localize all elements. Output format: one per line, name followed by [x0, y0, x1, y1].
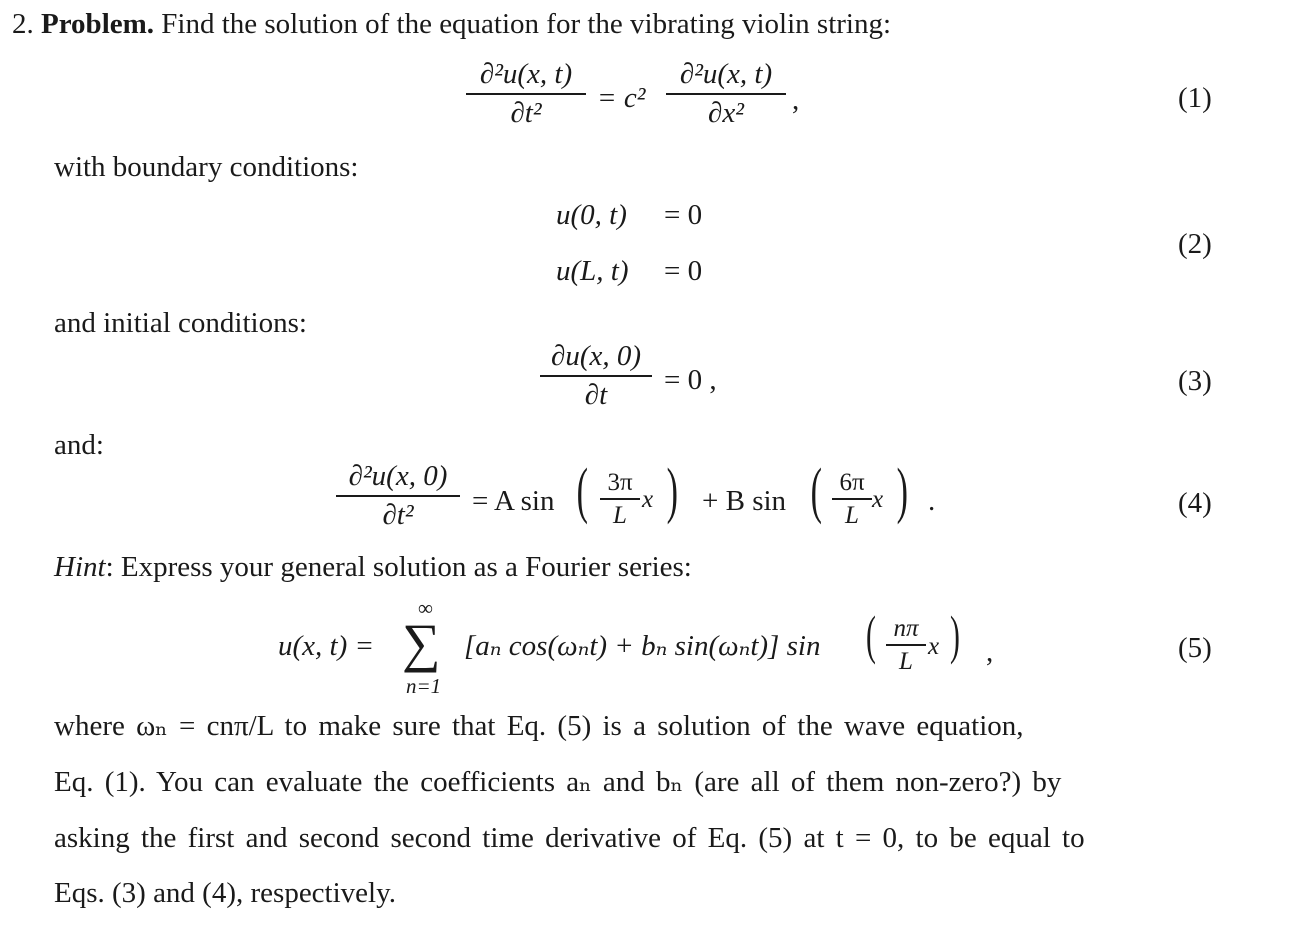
- eq4-term2-numerator: 6π: [839, 469, 865, 496]
- eq4-lhs-denominator: ∂t²: [382, 498, 414, 531]
- eq5-number: (5): [1178, 632, 1212, 664]
- eq4-term2-right-paren: ): [896, 457, 909, 525]
- closing-line-4: Eqs. (3) and (4), respectively.: [54, 877, 396, 909]
- eq4-term1-numerator: 3π: [607, 469, 633, 496]
- eq5-sum-sign: ∑: [402, 613, 441, 673]
- problem-title: Problem.: [41, 8, 155, 40]
- eq5-numerator: nπ: [893, 615, 919, 642]
- initial-label: and initial conditions:: [54, 307, 307, 339]
- eq3-denominator: ∂t: [584, 378, 608, 411]
- eq5-var: x: [928, 633, 940, 660]
- eq1-rhs-denominator: ∂x²: [708, 96, 744, 129]
- eq1-rhs-fraction: [666, 60, 786, 128]
- eq1-lhs-fraction: [466, 60, 586, 128]
- problem-number: 2.: [12, 8, 34, 40]
- eq2-line1-rhs: = 0: [664, 199, 703, 231]
- eq1-rhs-numerator: ∂²u(x, t): [679, 58, 773, 90]
- eq4-lhs-numerator: ∂²u(x, 0): [348, 460, 448, 492]
- closing-line-1: where ωₙ = cnπ/L to make sure that Eq. (5) is a solution of the wave equation,: [54, 710, 1024, 742]
- eq2-line2-lhs: u(L, t): [556, 255, 629, 287]
- eq5-left-paren: (: [866, 605, 876, 665]
- eq4-term1-prefix: = A sin: [472, 485, 555, 517]
- eq5-tail: ,: [986, 636, 994, 668]
- boundary-label: with boundary conditions:: [54, 151, 359, 183]
- eq4-lhs-bar: [336, 495, 460, 497]
- eq1-lhs-denominator: ∂t²: [510, 96, 542, 129]
- eq2-number: (2): [1178, 228, 1212, 260]
- eq4-term1-right-paren: ): [666, 457, 679, 525]
- eq4-term1-bar: [600, 498, 640, 500]
- eq5-denominator: L: [899, 647, 913, 675]
- eq1-lhs-bar: [466, 93, 586, 95]
- hint-text: : Express your general solution as a Fourier series:: [105, 551, 692, 583]
- eq4-term1-fraction: [600, 470, 640, 528]
- eq5-sum-upper: ∞: [418, 596, 433, 620]
- eq4-term2-denominator: L: [845, 501, 859, 529]
- and-label: and:: [54, 429, 104, 461]
- eq3-rhs: = 0 ,: [664, 364, 717, 396]
- eq5-right-paren: ): [950, 605, 960, 665]
- eq4-tail: .: [928, 485, 936, 517]
- eq1-tail: ,: [792, 84, 800, 116]
- eq5-body: [aₙ cos(ωₙt) + bₙ sin(ωₙt)] sin: [464, 630, 821, 662]
- hint-line: [54, 553, 692, 582]
- closing-line-2: Eq. (1). You can evaluate the coefficients aₙ and bₙ (are all of them non-zero?) by: [54, 766, 1062, 798]
- eq3-fraction: [540, 342, 652, 410]
- eq3-bar: [540, 375, 652, 377]
- eq4-term1-left-paren: (: [576, 457, 589, 525]
- eq3-numerator: ∂u(x, 0): [550, 340, 642, 372]
- eq3-number: (3): [1178, 365, 1212, 397]
- eq4-term1-denominator: L: [613, 501, 627, 529]
- eq5-bar: [886, 644, 926, 646]
- eq4-term2-left-paren: (: [810, 457, 823, 525]
- eq4-term2-prefix: + B sin: [702, 485, 787, 517]
- eq4-term2-fraction: [832, 470, 872, 528]
- eq5-sum-lower: n=1: [406, 674, 442, 698]
- problem-statement: Find the solution of the equation for the vibrating violin string:: [161, 8, 892, 40]
- eq4-term2-var: x: [872, 486, 884, 513]
- eq4-number: (4): [1178, 487, 1212, 519]
- eq1-middle: = c²: [597, 82, 646, 114]
- eq4-lhs-fraction: [336, 462, 460, 530]
- eq1-number: (1): [1178, 82, 1212, 114]
- eq1-rhs-bar: [666, 93, 786, 95]
- eq2-line1-lhs: u(0, t): [556, 199, 627, 231]
- closing-line-3: asking the first and second second time derivative of Eq. (5) at t = 0, to be equal to: [54, 822, 1085, 854]
- eq2-line2-rhs: = 0: [664, 255, 703, 287]
- problem-heading: [12, 10, 891, 39]
- hint-label: Hint: [54, 551, 106, 583]
- eq5-lhs: u(x, t) =: [278, 630, 375, 662]
- eq4-term2-bar: [832, 498, 872, 500]
- eq4-term1-var: x: [642, 486, 654, 513]
- eq1-lhs-numerator: ∂²u(x, t): [479, 58, 573, 90]
- eq5-fraction: [886, 616, 926, 674]
